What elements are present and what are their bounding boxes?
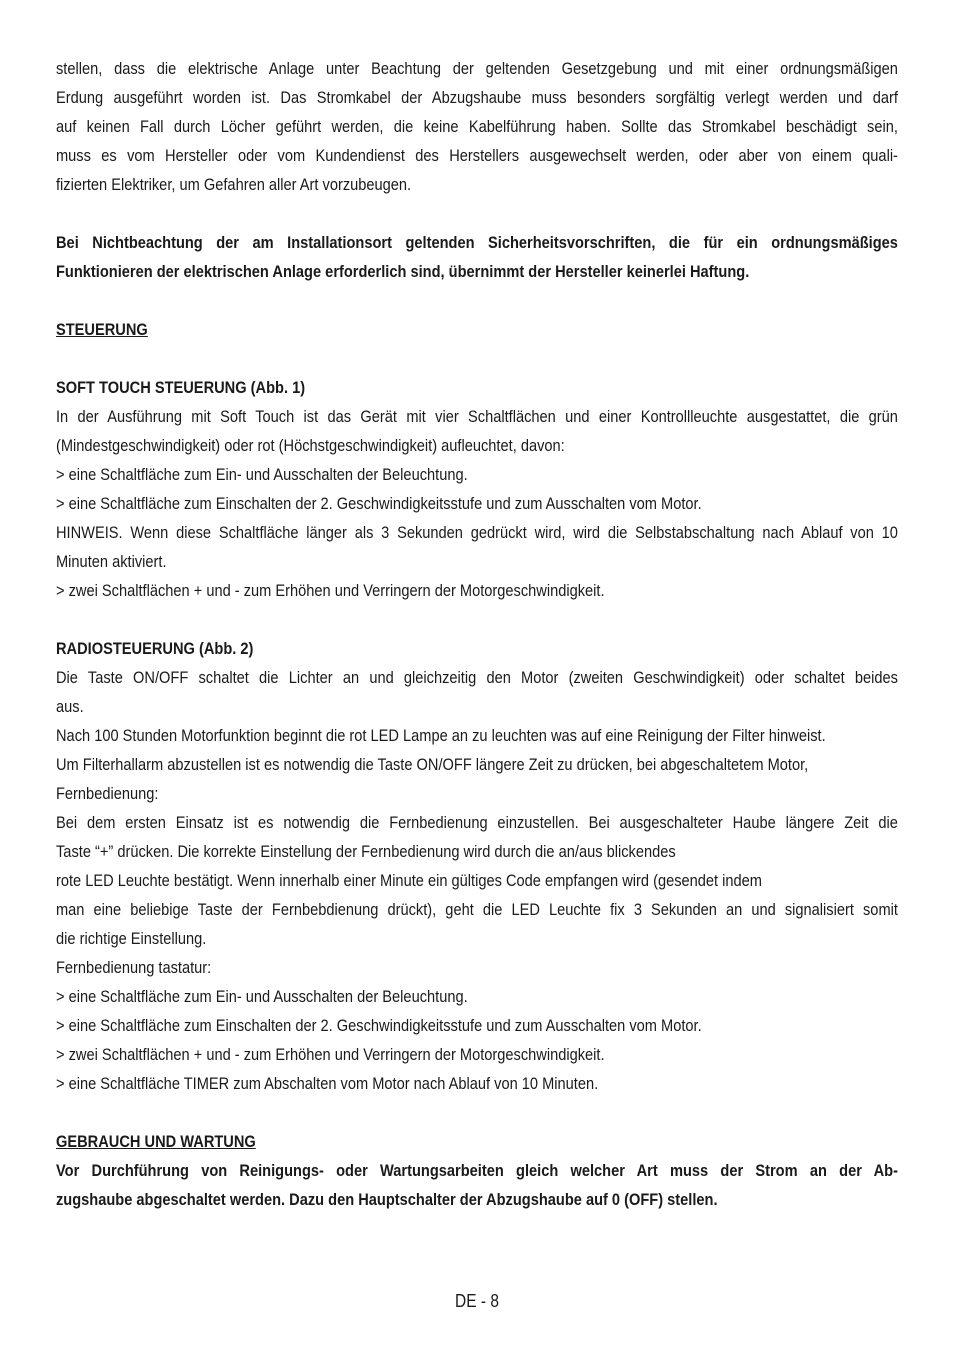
page-content bbox=[56, 54, 898, 1214]
text-line: Erdung ausgeführt worden ist. Das Stromkabel der Abzugshaube muss besonders sorgfältig verlegt werden und darf bbox=[56, 88, 898, 107]
soft-touch-section bbox=[56, 373, 898, 605]
subsection-heading: RADIOSTEUERUNG (Abb. 2) bbox=[56, 639, 254, 658]
list-item: > eine Schaltfläche zum Ein- und Ausschalten der Beleuchtung. bbox=[56, 465, 468, 484]
section-heading-maintenance: GEBRAUCH UND WARTUNG bbox=[56, 1132, 256, 1151]
text-line: aus. bbox=[56, 697, 84, 716]
warning-line: Funktionieren der elektrischen Anlage erforderlich sind, übernimmt der Hersteller keinerlei Haftung. bbox=[56, 262, 750, 281]
text-line: Taste “+” drücken. Die korrekte Einstellung der Fernbedienung wird durch die an/aus blickendes bbox=[56, 842, 676, 861]
text-line: HINWEIS. Wenn diese Schaltfläche länger als 3 Sekunden gedrückt wird, wird die Selbstabschaltung nach Ablauf von 10 bbox=[56, 523, 898, 542]
list-item: > eine Schaltfläche zum Einschalten der 2. Geschwindigkeitsstufe und zum Ausschalten vom Motor. bbox=[56, 494, 702, 513]
list-item: > zwei Schaltflächen + und - zum Erhöhen und Verringern der Motorgeschwindigkeit. bbox=[56, 581, 605, 600]
text-line: rote LED Leuchte bestätigt. Wenn innerhalb einer Minute ein gültiges Code empfangen wird (gesendet indem bbox=[56, 871, 762, 890]
text-line: Nach 100 Stunden Motorfunktion beginnt die rot LED Lampe an zu leuchten was auf eine Reinigung der Filter hinweist. bbox=[56, 726, 826, 745]
text-line: stellen, dass die elektrische Anlage unter Beachtung der geltenden Gesetzgebung und mit einer ordnungsmäßigen bbox=[56, 59, 898, 78]
warning-line: Vor Durchführung von Reinigungs- oder Wartungsarbeiten gleich welcher Art muss der Strom an der Ab- bbox=[56, 1161, 898, 1180]
warning-line: zugshaube abgeschaltet werden. Dazu den Hauptschalter der Abzugshaube auf 0 (OFF) stellen. bbox=[56, 1190, 718, 1209]
list-item: > zwei Schaltflächen + und - zum Erhöhen und Verringern der Motorgeschwindigkeit. bbox=[56, 1045, 605, 1064]
liability-warning bbox=[56, 228, 898, 286]
list-item: > eine Schaltfläche zum Einschalten der 2. Geschwindigkeitsstufe und zum Ausschalten vom Motor. bbox=[56, 1016, 702, 1035]
text-line: (Mindestgeschwindigkeit) oder rot (Höchstgeschwindigkeit) aufleuchtet, davon: bbox=[56, 436, 565, 455]
text-line: Fernbedienung: bbox=[56, 784, 159, 803]
text-line: man eine beliebige Taste der Fernbebdienung drückt), geht die LED Leuchte fix 3 Sekunden an und signalisiert somit bbox=[56, 900, 898, 919]
text-line: auf keinen Fall durch Löcher geführt werden, die keine Kabelführung haben. Sollte das Stromkabel beschädigt sein, bbox=[56, 117, 898, 136]
intro-paragraph bbox=[56, 54, 898, 199]
radio-control-section bbox=[56, 634, 898, 1098]
text-line: Fernbedienung tastatur: bbox=[56, 958, 212, 977]
text-line: fizierten Elektriker, um Gefahren aller Art vorzubeugen. bbox=[56, 175, 412, 194]
list-item: > eine Schaltfläche TIMER zum Abschalten vom Motor nach Ablauf von 10 Minuten. bbox=[56, 1074, 599, 1093]
text-line: In der Ausführung mit Soft Touch ist das Gerät mit vier Schaltflächen und einer Kontrollleuchte ausgestattet, die grün bbox=[56, 407, 898, 426]
maintenance-section bbox=[56, 1127, 898, 1214]
text-line: Um Filterhallarm abzustellen ist es notwendig die Taste ON/OFF längere Zeit zu drücken, bei abgeschaltetem Motor, bbox=[56, 755, 809, 774]
text-line: die richtige Einstellung. bbox=[56, 929, 207, 948]
section-heading-steuerung: STEUERUNG bbox=[56, 320, 148, 339]
text-line: Bei dem ersten Einsatz ist es notwendig die Fernbedienung einzustellen. Bei ausgeschalteter Haube längere Zeit die bbox=[56, 813, 898, 832]
text-line: Die Taste ON/OFF schaltet die Lichter an und gleichzeitig den Motor (zweiten Geschwindigkeit) oder schaltet beides bbox=[56, 668, 898, 687]
subsection-heading: SOFT TOUCH STEUERUNG (Abb. 1) bbox=[56, 378, 306, 397]
page-number: DE - 8 bbox=[455, 1291, 499, 1311]
text-line: Minuten aktiviert. bbox=[56, 552, 167, 571]
list-item: > eine Schaltfläche zum Ein- und Ausschalten der Beleuchtung. bbox=[56, 987, 468, 1006]
text-line: muss es vom Hersteller oder vom Kundendienst des Herstellers ausgewechselt werden, oder aber von einem quali- bbox=[56, 146, 898, 165]
warning-line: Bei Nichtbeachtung der am Installationsort geltenden Sicherheitsvorschriften, die für ein ordnungsmäßiges bbox=[56, 233, 898, 252]
